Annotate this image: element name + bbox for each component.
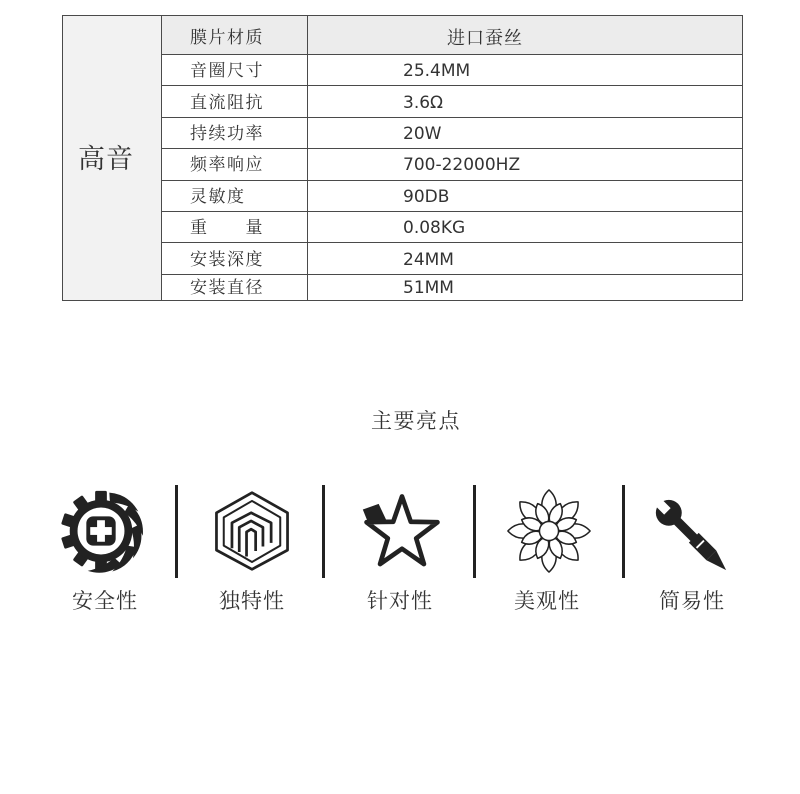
spec-value: 90DB xyxy=(308,180,743,211)
highlight-item-pertinence xyxy=(350,483,450,615)
spec-param: 音圈尺寸 xyxy=(162,55,308,86)
spec-value: 700-22000HZ xyxy=(308,149,743,180)
spec-param: 灵敏度 xyxy=(162,180,308,211)
spec-row xyxy=(63,180,743,211)
spec-row xyxy=(63,117,743,148)
hexagon-pattern-icon xyxy=(211,488,293,574)
star-icon xyxy=(360,489,444,573)
highlight-item-aesthetics xyxy=(497,483,597,615)
highlight-label: 美观性 xyxy=(514,589,580,613)
highlight-item-safety xyxy=(55,483,155,615)
highlight-label: 针对性 xyxy=(367,589,433,613)
highlights-title: 主要亮点 xyxy=(371,409,461,433)
spec-value: 24MM xyxy=(308,243,743,274)
spec-row xyxy=(63,274,743,300)
spec-row xyxy=(63,149,743,180)
spec-row xyxy=(63,55,743,86)
spec-value: 0.08KG xyxy=(308,211,743,242)
spec-param: 频率响应 xyxy=(162,149,308,180)
highlight-divider xyxy=(175,485,178,578)
spec-table xyxy=(62,15,743,301)
spec-param: 直流阻抗 xyxy=(162,86,308,117)
highlight-item-uniqueness xyxy=(202,483,302,615)
highlight-label: 安全性 xyxy=(72,589,138,613)
spec-param: 持续功率 xyxy=(162,117,308,148)
spec-param: 安装深度 xyxy=(162,243,308,274)
spec-value: 进口蚕丝 xyxy=(308,16,743,55)
spec-row xyxy=(63,16,743,55)
spec-row xyxy=(63,211,743,242)
flower-icon xyxy=(506,488,592,574)
highlight-label: 简易性 xyxy=(659,589,725,613)
highlight-item-simplicity xyxy=(642,483,742,615)
spec-group-label: 高音 xyxy=(63,16,162,301)
highlight-label: 独特性 xyxy=(219,589,285,613)
spec-row xyxy=(63,243,743,274)
highlight-divider xyxy=(473,485,476,578)
highlight-divider xyxy=(622,485,625,578)
highlight-divider xyxy=(322,485,325,578)
wrench-screwdriver-icon xyxy=(654,498,728,572)
spec-row xyxy=(63,86,743,117)
gear-plus-icon xyxy=(57,487,145,575)
spec-value: 20W xyxy=(308,117,743,148)
spec-param: 重 量 xyxy=(162,211,308,242)
spec-param: 安装直径 xyxy=(162,274,308,300)
spec-param: 膜片材质 xyxy=(162,16,308,55)
spec-value: 3.6Ω xyxy=(308,86,743,117)
spec-value: 51MM xyxy=(308,274,743,300)
spec-value: 25.4MM xyxy=(308,55,743,86)
